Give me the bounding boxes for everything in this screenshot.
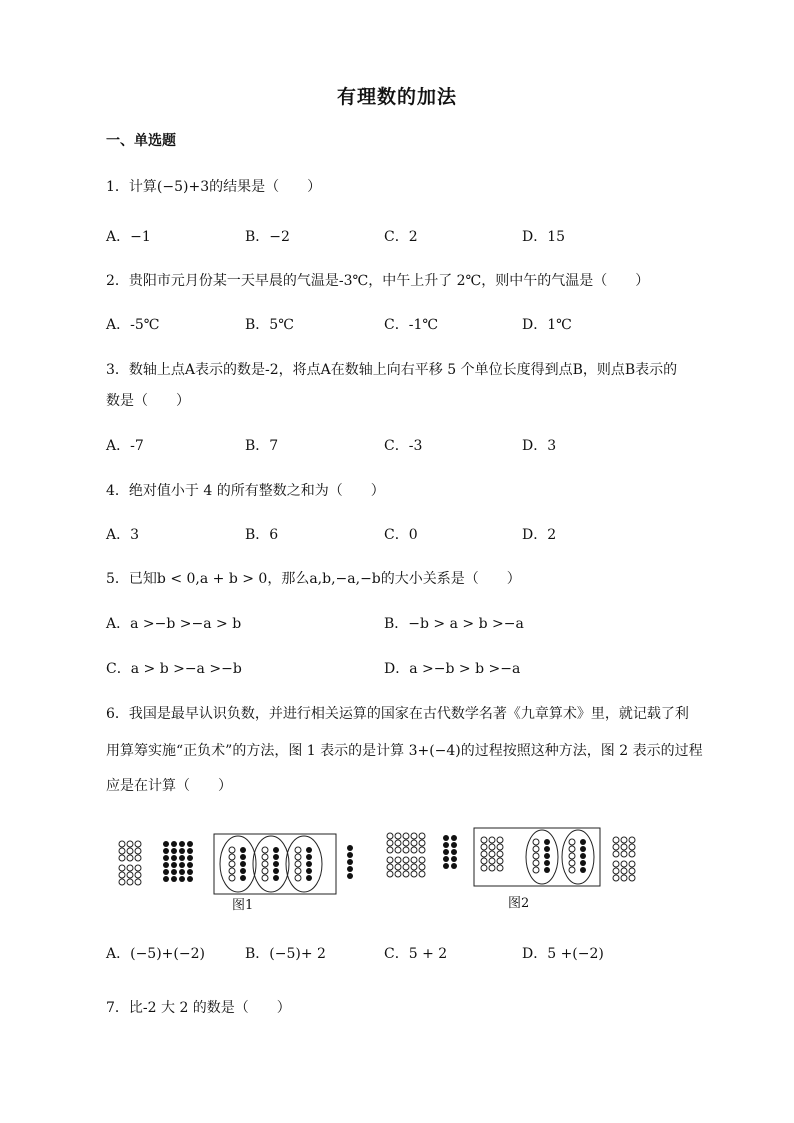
question-5-stem: 5．已知b < 0,a + b > 0，那么a,b,−a,−b的大小关系是（ ） [106, 571, 521, 587]
question-5-option-c[interactable]: C．a > b >−a >−b [106, 661, 242, 677]
question-5-option-d[interactable]: D．a >−b > b >−a [384, 661, 521, 677]
question-7-stem: 7．比-2 大 2 的数是（ ） [106, 1000, 291, 1016]
question-2-option-b[interactable]: B．5℃ [245, 317, 294, 333]
question-5-option-a[interactable]: A．a >−b >−a > b [106, 616, 242, 632]
question-4-option-b[interactable]: B．6 [245, 527, 279, 543]
question-1-option-a[interactable]: A．−1 [106, 229, 151, 245]
question-4-option-a[interactable]: A．3 [106, 527, 140, 543]
question-6-option-b[interactable]: B．(−5)+ 2 [245, 946, 326, 962]
question-5-option-b[interactable]: B．−b > a > b >−a [384, 616, 524, 632]
question-1-option-d[interactable]: D．15 [522, 229, 566, 245]
question-3-stem-line-2: 数是（ ） [106, 393, 190, 409]
question-2-option-a[interactable]: A．-5℃ [106, 317, 160, 333]
question-4-stem: 4．绝对值小于 4 的所有整数之和为（ ） [106, 483, 385, 499]
question-2-option-d[interactable]: D．1℃ [522, 317, 572, 333]
section-heading: 一、单选题 [106, 133, 176, 149]
question-6-option-a[interactable]: A．(−5)+(−2) [106, 946, 205, 962]
counting-rods-figure-2 [384, 826, 644, 892]
question-3-option-c[interactable]: C．-3 [384, 438, 423, 454]
question-6-option-d[interactable]: D．5 +(−2) [522, 946, 604, 962]
question-3-stem-line-1: 3．数轴上点A表示的数是-2，将点A在数轴上向右平移 5 个单位长度得到点B，则点B表示的 [106, 362, 678, 378]
question-3-option-b[interactable]: B．7 [245, 438, 279, 454]
question-1-stem: 1．计算(−5)+3的结果是（ ） [106, 179, 322, 195]
question-6-stem-line-2: 用算筹实施“正负术”的方法，图 1 表示的是计算 3+(−4)的过程按照这种方法，图 2 表示的过程 [106, 743, 703, 759]
question-6-option-c[interactable]: C．5 + 2 [384, 946, 448, 962]
figure-2-caption: 图2 [508, 896, 530, 911]
question-3-option-a[interactable]: A．-7 [106, 438, 144, 454]
question-4-option-d[interactable]: D．2 [522, 527, 557, 543]
question-6-stem-line-3: 应是在计算（ ） [106, 778, 232, 794]
question-4-option-c[interactable]: C．0 [384, 527, 418, 543]
figure-1-caption: 图1 [232, 898, 254, 913]
question-2-option-c[interactable]: C．-1℃ [384, 317, 439, 333]
page-title: 有理数的加法 [336, 86, 457, 108]
question-1-option-c[interactable]: C．2 [384, 229, 418, 245]
white-rods-group [119, 841, 141, 885]
question-2-stem: 2．贵阳市元月份某一天早晨的气温是-3℃，中午上升了 2℃，则中午的气温是（ ） [106, 273, 650, 289]
question-3-option-d[interactable]: D．3 [522, 438, 557, 454]
question-1-option-b[interactable]: B．−2 [245, 229, 290, 245]
question-6-stem-line-1: 6．我国是最早认识负数，并进行相关运算的国家在古代数学名著《九章算术》里，就记载了利 [106, 706, 689, 722]
